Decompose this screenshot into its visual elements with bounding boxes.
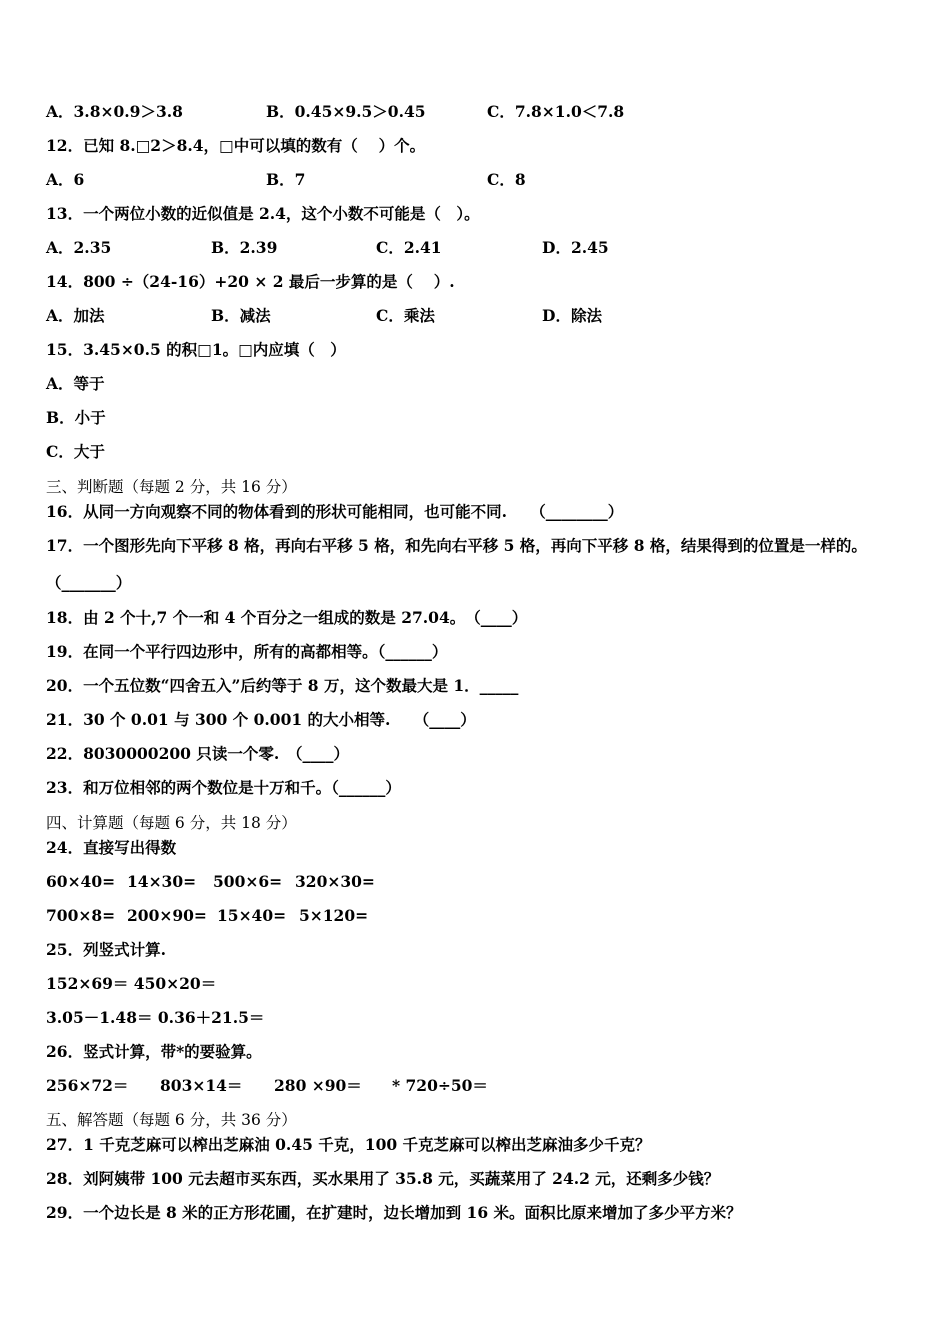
q15-option-c: C．大于 [46,442,105,461]
q26-item: 280 ×90＝ [274,1076,362,1095]
question-21: 21．30 个 0.01 与 300 个 0.001 的大小相等. （____） [46,710,476,729]
q24-item: 5×120= [299,906,369,925]
question-26: 26．竖式计算，带*的要验算。 [46,1042,262,1061]
q24-item: 15×40= [217,906,287,925]
q26-item: * 720÷50＝ [392,1076,488,1095]
q24-item: 14×30= [127,872,197,891]
q13-option-d: D．2.45 [542,238,609,257]
q26-item: 803×14＝ [160,1076,243,1095]
q13-option-b: B．2.39 [211,238,278,257]
question-20: 20．一个五位数“四舍五入”后约等于 8 万，这个数最大是 1．_____ [46,676,519,695]
question-17: 17．一个图形先向下平移 8 格，再向右平移 5 格，和先向右平移 5 格，再向下平移 8 格，结果得到的位置是一样的。 [46,536,867,555]
question-24: 24．直接写出得数 [46,838,177,857]
q15-option-b: B．小于 [46,408,106,427]
q24-item: 60×40= [46,872,116,891]
q24-item: 700×8= [46,906,116,925]
q13-option-a: A．2.35 [46,238,112,257]
q24-item: 320×30= [295,872,375,891]
q11-option-a: A．3.8×0.9＞3.8 [46,102,183,121]
question-13: 13．一个两位小数的近似值是 2.4，这个小数不可能是（ ）。 [46,204,480,223]
question-12: 12．已知 8.□2＞8.4，□中可以填的数有（ ）个。 [46,136,426,155]
section-3-heading: 三、判断题（每题 2 分，共 16 分） [46,478,297,496]
question-18: 18．由 2 个十,7 个一和 4 个百分之一组成的数是 27.04。 （____） [46,608,528,627]
q24-item: 500×6= [213,872,283,891]
q24-item: 200×90= [127,906,207,925]
q11-option-b: B．0.45×9.5＞0.45 [266,102,426,121]
q15-option-a: A．等于 [46,374,105,393]
question-27: 27．1 千克芝麻可以榨出芝麻油 0.45 千克，100 千克芝麻可以榨出芝麻油多少千克？ [46,1135,651,1154]
question-23: 23．和万位相邻的两个数位是十万和千。（______） [46,778,401,797]
q14-option-c: C．乘法 [376,306,435,325]
question-16: 16．从同一方向观察不同的物体看到的形状可能相同，也可能不同. （________） [46,502,624,521]
question-17-blank: （_______） [46,573,132,592]
question-15: 15．3.45×0.5 的积□1。□内应填（ ） [46,340,346,359]
q14-option-b: B．减法 [211,306,271,325]
q12-option-c: C．8 [487,170,526,189]
question-22: 22．8030000200 只读一个零. （____） [46,744,349,763]
q26-item: 256×72＝ [46,1076,129,1095]
section-5-heading: 五、解答题（每题 6 分，共 36 分） [46,1111,297,1129]
section-4-heading: 四、计算题（每题 6 分，共 18 分） [46,814,297,832]
q14-option-d: D．除法 [542,306,602,325]
q13-option-c: C．2.41 [376,238,442,257]
q11-option-c: C．7.8×1.0＜7.8 [487,102,625,121]
question-25: 25．列竖式计算. [46,940,166,959]
question-14: 14．800 ÷（24-16）+20 × 2 最后一步算的是（ ）. [46,272,455,291]
question-28: 28．刘阿姨带 100 元去超市买东西，买水果用了 35.8 元，买蔬菜用了 24.2 元，还剩多少钱？ [46,1169,720,1188]
q12-option-a: A．6 [46,170,85,189]
q25-row-1: 152×69＝ 450×20＝ [46,974,217,993]
q12-option-b: B．7 [266,170,306,189]
q25-row-2: 3.05－1.48＝ 0.36＋21.5＝ [46,1008,265,1027]
question-29: 29．一个边长是 8 米的正方形花圃，在扩建时，边长增加到 16 米。面积比原来增加了多少平方米？ [46,1203,742,1222]
question-19: 19．在同一个平行四边形中，所有的高都相等。（______） [46,642,448,661]
q14-option-a: A．加法 [46,306,105,325]
